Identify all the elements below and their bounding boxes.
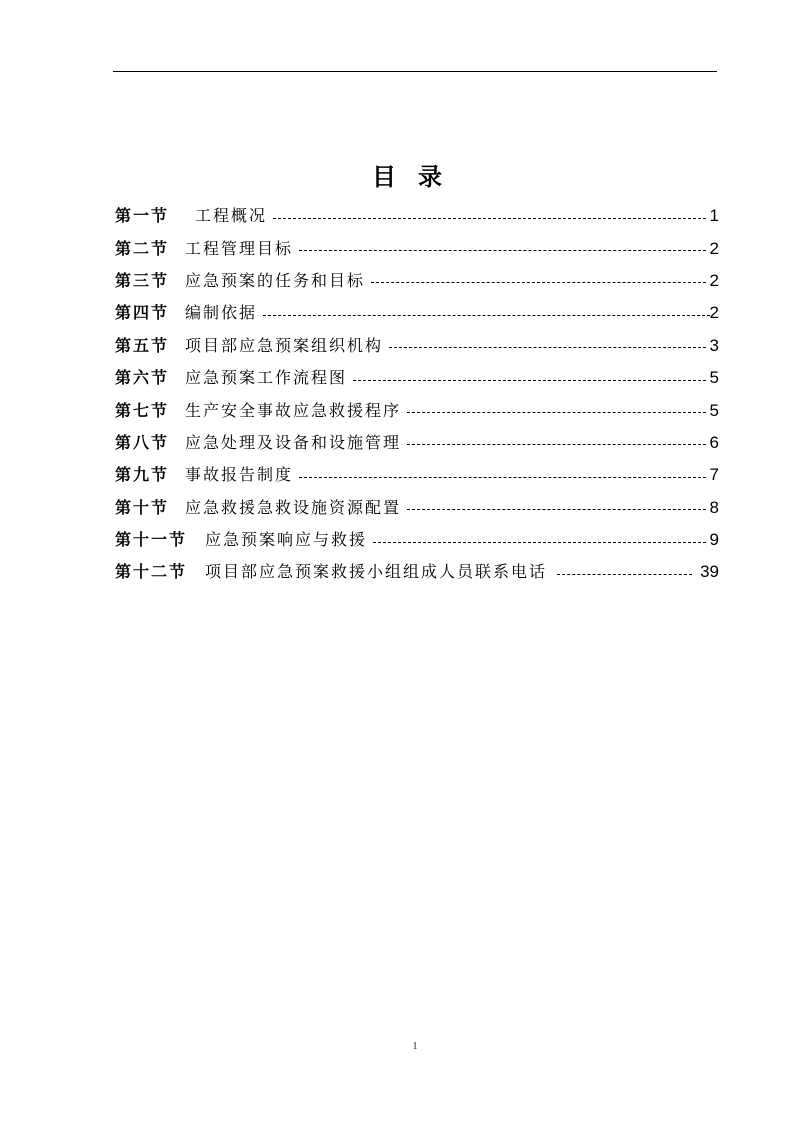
- toc-dot-leader: [299, 477, 706, 478]
- toc-dot-leader: [407, 412, 706, 413]
- toc-entry[interactable]: [115, 556, 719, 588]
- toc-page-number: 2: [709, 238, 719, 258]
- toc-entry[interactable]: [115, 330, 719, 362]
- toc-page-number: 2: [709, 303, 719, 323]
- toc-dot-leader: [407, 444, 706, 445]
- toc-dot-leader: [373, 542, 706, 543]
- toc-section-heading: 应急预案响应与救援: [205, 530, 368, 550]
- toc-entry[interactable]: [115, 200, 719, 232]
- toc-section-heading: 编制依据: [185, 303, 258, 323]
- toc-section-heading: 项目部应急预案组织机构: [185, 335, 384, 355]
- toc-dot-leader: [407, 509, 706, 510]
- toc-dot-leader: [273, 218, 706, 219]
- toc-dot-leader: [299, 250, 706, 251]
- toc-entry[interactable]: [115, 459, 719, 491]
- toc-entry[interactable]: [115, 394, 719, 426]
- toc-section-number: 第七节: [115, 400, 170, 420]
- table-of-contents: [115, 200, 719, 589]
- toc-section-heading: 项目部应急预案救援小组组成人员联系电话: [205, 562, 548, 582]
- toc-section-heading: 应急处理及设备和设施管理: [185, 432, 402, 452]
- toc-dot-leader: [389, 347, 706, 348]
- toc-entry[interactable]: [115, 232, 719, 264]
- toc-dot-leader: [371, 282, 706, 283]
- toc-page-number: 6: [709, 432, 719, 452]
- toc-section-number: 第三节: [115, 270, 170, 290]
- toc-dot-leader: [557, 574, 692, 575]
- header-rule: [113, 71, 717, 72]
- toc-section-heading: 应急预案的任务和目标: [185, 270, 366, 290]
- toc-section-heading: 应急预案工作流程图: [185, 368, 348, 388]
- toc-page-number: 1: [709, 206, 719, 226]
- toc-page-number: 3: [709, 335, 719, 355]
- toc-section-number: 第四节: [115, 303, 170, 323]
- toc-entry[interactable]: [115, 524, 719, 556]
- toc-section-heading: 应急救援急救设施资源配置: [185, 497, 402, 517]
- toc-page-number: 5: [709, 368, 719, 388]
- toc-entry[interactable]: [115, 297, 719, 329]
- toc-section-number: 第十节: [115, 497, 170, 517]
- toc-dot-leader: [263, 315, 710, 316]
- toc-page-number: 5: [709, 400, 719, 420]
- toc-entry[interactable]: [115, 265, 719, 297]
- toc-page-number: 9: [709, 530, 719, 550]
- toc-section-number: 第一节: [115, 206, 170, 226]
- toc-section-number: 第六节: [115, 368, 170, 388]
- toc-entry[interactable]: [115, 427, 719, 459]
- toc-section-heading: 工程管理目标: [185, 238, 294, 258]
- toc-dot-leader: [353, 380, 706, 381]
- footer-page-number: 1: [412, 1040, 418, 1052]
- toc-section-number: 第九节: [115, 465, 170, 485]
- toc-section-number: 第二节: [115, 238, 170, 258]
- toc-section-heading: 生产安全事故应急救援程序: [185, 400, 402, 420]
- toc-page-number: 8: [709, 497, 719, 517]
- toc-page-number: 7: [709, 465, 719, 485]
- toc-section-heading: 工程概况: [195, 206, 268, 226]
- toc-entry[interactable]: [115, 362, 719, 394]
- toc-section-number: 第八节: [115, 432, 170, 452]
- toc-section-number: 第五节: [115, 335, 170, 355]
- toc-title: 目录: [372, 162, 464, 191]
- toc-section-number: 第十一节: [115, 530, 188, 550]
- toc-section-heading: 事故报告制度: [185, 465, 294, 485]
- toc-entry[interactable]: [115, 492, 719, 524]
- toc-section-number: 第十二节: [115, 562, 188, 582]
- toc-page-number: 39: [700, 562, 719, 582]
- toc-page-number: 2: [709, 270, 719, 290]
